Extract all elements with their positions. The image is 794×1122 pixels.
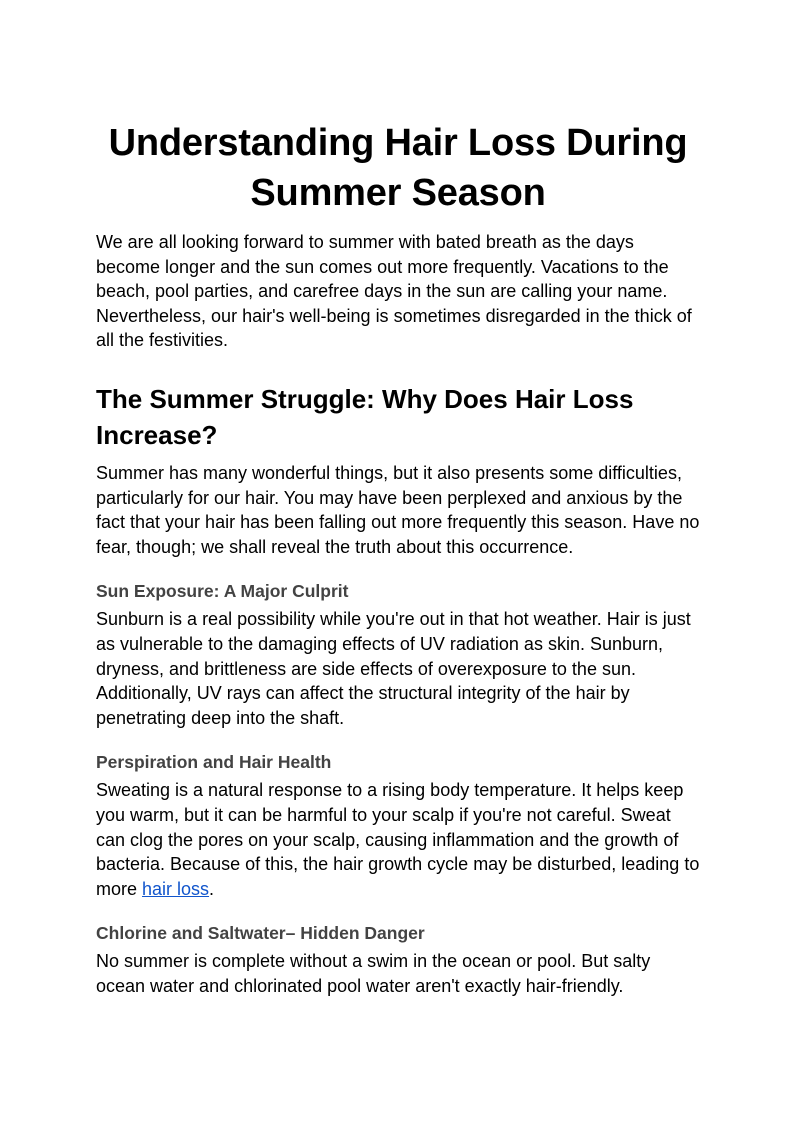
subheading-chlorine-saltwater: Chlorine and Saltwater– Hidden Danger	[96, 923, 425, 944]
subheading-sun-exposure: Sun Exposure: A Major Culprit	[96, 581, 349, 602]
subheading-perspiration: Perspiration and Hair Health	[96, 752, 332, 773]
summer-struggle-paragraph: Summer has many wonderful things, but it also presents some difficulties, particularly for our hair. You may have been perplexed and anxious by the fact that your hair has been falling out more frequently this season. Have no fear, though; we shall reveal the truth about this occurrence.	[96, 462, 700, 557]
intro-paragraph: We are all looking forward to summer with bated breath as the days become longer and the sun comes out more frequently. Vacations to the beach, pool parties, and carefree days in the sun are calling your name. Nevertheless, our hair's well-being is sometimes disregarded in the thick of all the festivities.	[96, 232, 692, 351]
chlorine-paragraph: No summer is complete without a swim in the ocean or pool. But salty ocean water and chlorinated pool water aren't exactly hair-friendly.	[96, 951, 651, 996]
document-page	[96, 118, 700, 998]
sun-exposure-paragraph: Sunburn is a real possibility while you're out in that hot weather. Hair is just as vulnerable to the damaging effects of UV radiation as skin. Sunburn, dryness, and brittleness are side effects of overexposure to the sun. Additionally, UV rays can affect the structural integrity of the hair by penetrating deep into the shaft.	[96, 609, 691, 728]
page-title: Understanding Hair Loss During Summer Season	[108, 122, 688, 214]
perspiration-paragraph	[96, 778, 700, 901]
section-heading-summer-struggle: The Summer Struggle: Why Does Hair Loss Increase?	[96, 383, 634, 450]
perspiration-text-end: .	[209, 878, 215, 899]
hair-loss-link[interactable]: hair loss	[142, 878, 210, 899]
perspiration-text: Sweating is a natural response to a rising body temperature. It helps keep you warm, but it can be harmful to your scalp if you're not careful. Sweat can clog the pores on your scalp, causing inflammation and the growth of bacteria. Because of this, the hair growth cycle may be disturbed, leading to more	[96, 780, 700, 899]
